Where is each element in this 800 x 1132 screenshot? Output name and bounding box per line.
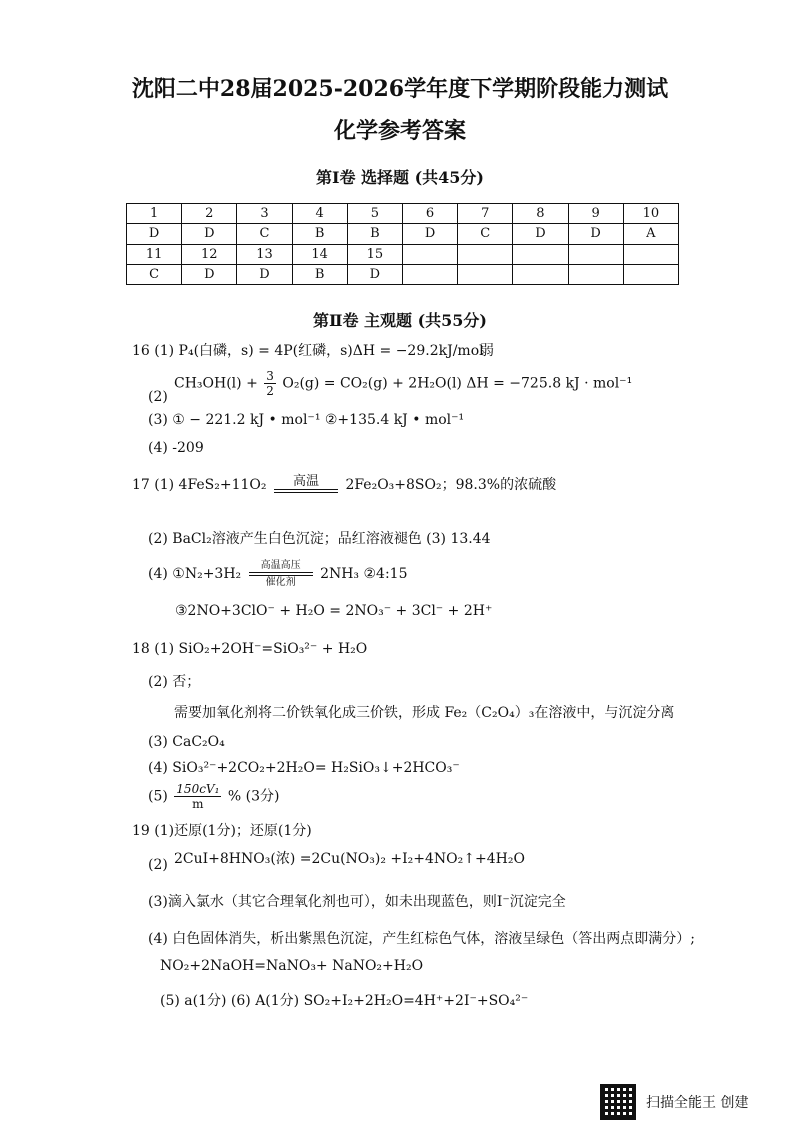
- q17-part2: (2) BaCl₂溶液产生白色沉淀；品红溶液褪色 (3) 13.44: [148, 531, 491, 547]
- q17-part4: [148, 560, 407, 588]
- table-cell: C: [458, 224, 513, 244]
- q16-part2-equation: [174, 369, 632, 398]
- q18-part5-tail: % (3分): [227, 788, 280, 805]
- scanner-watermark: 扫描全能王 创建: [646, 1095, 749, 1111]
- table-cell: B: [347, 224, 402, 244]
- q19-part2-label: (2): [148, 857, 168, 873]
- q18-part3: (3) CaC₂O₄: [148, 734, 225, 750]
- q19-part2: 2CuI+8HNO₃(浓) =2Cu(NO₃)₂ +I₂+4NO₂↑+4H₂O: [174, 851, 525, 867]
- q16-part2-fraction: [264, 369, 276, 398]
- section-1-title: 第Ⅰ卷 选择题 (共45分): [315, 168, 485, 187]
- q16-part1: 16 (1) P₄(白磷，s) = 4P(红磷，s)ΔH = −29.2kJ/mol: [132, 343, 484, 359]
- q17-part4-right: 2NH₃ ②4:15: [320, 566, 408, 582]
- table-cell: B: [292, 224, 347, 244]
- table-cell: 1: [127, 204, 182, 224]
- document-title: 沈阳二中28届2025-2026学年度下学期阶段能力测试: [131, 76, 669, 102]
- table-cell: 6: [402, 204, 457, 224]
- table-cell: 5: [347, 204, 402, 224]
- table-row: [127, 204, 679, 224]
- q17-part4-condition-bottom: 催化剂: [265, 577, 296, 588]
- q19-part4-equation: NO₂+2NaOH=NaNO₃+ NaNO₂+H₂O: [160, 958, 424, 974]
- table-cell: 8: [513, 204, 568, 224]
- q17-part4-left: (4) ①N₂+3H₂: [148, 566, 242, 582]
- table-cell: 13: [237, 244, 292, 264]
- table-cell: 3: [237, 204, 292, 224]
- table-cell: [402, 264, 457, 284]
- table-cell: [513, 264, 568, 284]
- table-cell: 4: [292, 204, 347, 224]
- q16-part2-left: CH₃OH(l) +: [174, 375, 258, 392]
- q16-part3: (3) ① − 221.2 kJ • mol⁻¹ ②+135.4 kJ • mol⁻¹: [148, 412, 465, 428]
- table-cell: C: [127, 264, 182, 284]
- q18-part2-detail: 需要加氧化剂将二价铁氧化成三价铁，形成 Fe₂（C₂O₄）₃在溶液中，与沉淀分离: [174, 705, 675, 721]
- q18-part5-fraction-num: 150cV₁: [176, 782, 220, 796]
- table-cell: D: [402, 224, 457, 244]
- q17-part4-condition: [249, 560, 313, 588]
- table-cell: 7: [458, 204, 513, 224]
- table-cell: [568, 264, 623, 284]
- table-cell: 10: [623, 204, 678, 224]
- table-cell: D: [127, 224, 182, 244]
- reversible-arrow-icon: [249, 572, 313, 576]
- table-cell: [623, 264, 678, 284]
- answer-table: [126, 203, 679, 285]
- q17-part4-3: ③2NO+3ClO⁻ + H₂O = 2NO₃⁻ + 3Cl⁻ + 2H⁺: [175, 603, 493, 619]
- table-cell: 14: [292, 244, 347, 264]
- table-cell: [458, 244, 513, 264]
- q16-part2-right: O₂(g) = CO₂(g) + 2H₂O(l) ΔH = −725.8 kJ · mol⁻¹: [282, 375, 633, 392]
- table-cell: 12: [182, 244, 237, 264]
- q17-part1-left: 17 (1) 4FeS₂+11O₂: [132, 477, 267, 493]
- qr-code-icon: [600, 1084, 636, 1120]
- table-cell: [458, 264, 513, 284]
- q18-part5-fraction: [174, 782, 221, 811]
- equals-sign-icon: [274, 489, 338, 493]
- table-cell: 9: [568, 204, 623, 224]
- table-cell: [513, 244, 568, 264]
- q16-part1-answer: 弱: [480, 343, 494, 359]
- q19-part5-6: (5) a(1分) (6) A(1分) SO₂+I₂+2H₂O=4H⁺+2I⁻+SO₄²⁻: [160, 993, 529, 1009]
- q18-part5-label: (5): [148, 788, 168, 805]
- table-row: [127, 224, 679, 244]
- q16-part4: (4) -209: [148, 440, 204, 456]
- q19-part1: 19 (1)还原(1分)；还原(1分): [132, 823, 312, 839]
- q16-part2-label: (2): [148, 389, 168, 405]
- q17-part1-condition-text: 高温: [292, 474, 319, 489]
- table-cell: B: [292, 264, 347, 284]
- table-cell: 15: [347, 244, 402, 264]
- table-cell: D: [237, 264, 292, 284]
- q16-part2-fraction-den: 2: [266, 384, 274, 398]
- section-2-title: 第Ⅱ卷 主观题 (共55分): [312, 311, 488, 330]
- table-cell: D: [182, 224, 237, 244]
- q18-part2: (2) 否；: [148, 674, 201, 690]
- q19-part3: (3)滴入氯水（其它合理氧化剂也可），如未出现蓝色，则I⁻沉淀完全: [148, 894, 566, 910]
- table-cell: [402, 244, 457, 264]
- table-cell: 2: [182, 204, 237, 224]
- table-row: [127, 244, 679, 264]
- table-cell: A: [623, 224, 678, 244]
- table-row: [127, 264, 679, 284]
- q18-part4: (4) SiO₃²⁻+2CO₂+2H₂O= H₂SiO₃↓+2HCO₃⁻: [148, 760, 460, 776]
- q18-part5: [148, 782, 279, 811]
- table-cell: C: [237, 224, 292, 244]
- table-cell: D: [568, 224, 623, 244]
- q18-part5-fraction-den: m: [192, 797, 204, 811]
- q16-part2-fraction-num: 3: [266, 369, 274, 383]
- table-cell: [568, 244, 623, 264]
- q19-part4: (4) 白色固体消失，析出紫黑色沉淀，产生红棕色气体，溶液呈绿色（答出两点即满分）;: [148, 931, 695, 947]
- table-cell: D: [182, 264, 237, 284]
- q17-part4-condition-top: 高温高压: [260, 560, 301, 571]
- table-cell: D: [347, 264, 402, 284]
- q17-part1-condition: [274, 476, 338, 494]
- table-cell: 11: [127, 244, 182, 264]
- q17-part1-right: 2Fe₂O₃+8SO₂；98.3%的浓硫酸: [345, 477, 557, 493]
- q17-part1: [132, 474, 556, 494]
- table-cell: D: [513, 224, 568, 244]
- table-cell: [623, 244, 678, 264]
- document-subtitle: 化学参考答案: [333, 118, 466, 144]
- q18-part1: 18 (1) SiO₂+2OH⁻=SiO₃²⁻ + H₂O: [132, 641, 368, 657]
